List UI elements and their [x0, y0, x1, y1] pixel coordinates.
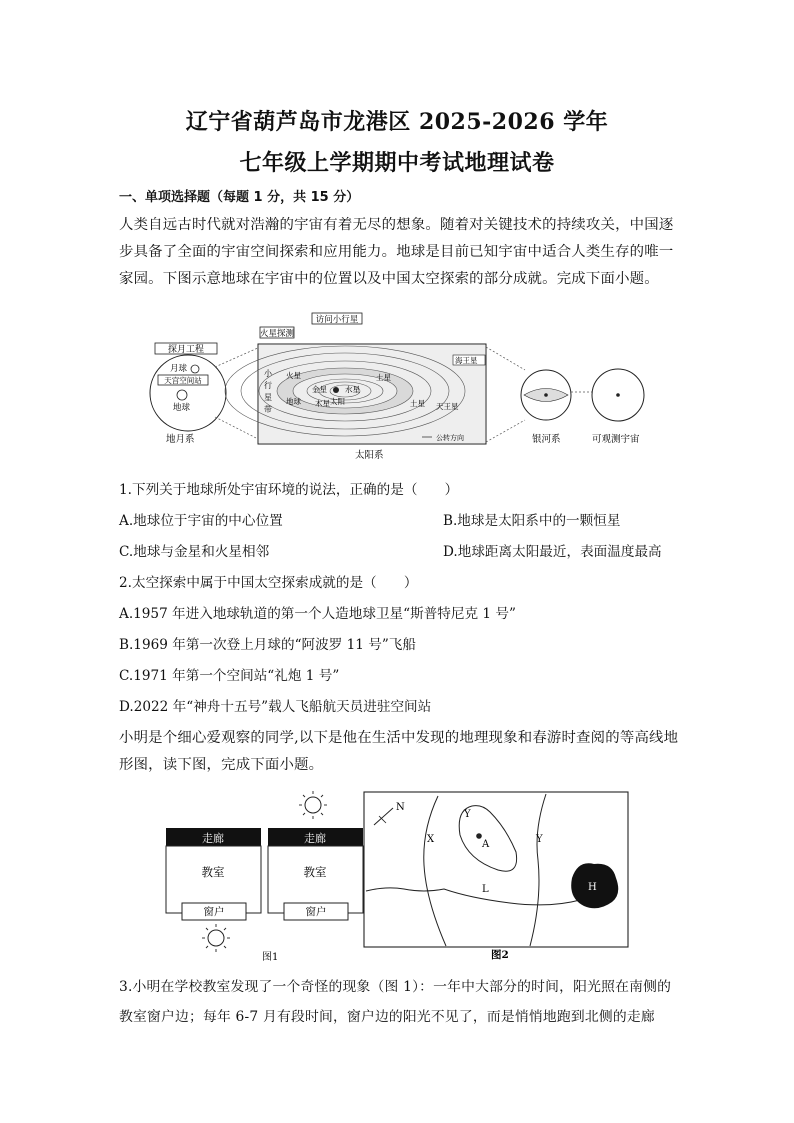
north-arrow-label: N [396, 802, 405, 813]
solar-system-caption: 太阳系 [355, 450, 384, 461]
window-label-left: 窗户 [203, 906, 225, 918]
q2-stem: 2.太空探索中属于中国太空探索成就的是（ ） [119, 575, 418, 591]
exam-title-line2: 七年级上学期期中考试地理试卷 [239, 150, 555, 176]
earth-moon-system-circle [150, 355, 226, 431]
point-a-label: A [482, 839, 490, 850]
q1-option-b: B.地球是太阳系中的一颗恒星 [443, 513, 621, 529]
mercury-label: 水星 [345, 385, 360, 394]
classroom-label-left: 教室 [201, 865, 225, 879]
universe-figure [140, 312, 660, 462]
lunar-probe-label: 探月工程 [167, 345, 205, 355]
river-l-label: L [482, 884, 489, 895]
classroom-contour-figure [160, 790, 640, 965]
window-label-right: 窗户 [305, 906, 327, 918]
neptune-label: 海王星 [455, 356, 478, 365]
section-heading: 一、单项选择题（每题 1 分，共 15 分） [119, 190, 360, 205]
earth-orbit-label: 地球 [286, 397, 301, 406]
asteroid-visit-label: 访问小行星 [315, 315, 359, 325]
sun-icon-bottom [202, 924, 230, 952]
mars-label: 火星 [286, 371, 301, 380]
universe-caption: 可观测宇宙 [592, 434, 640, 445]
venus-label: 金星 [312, 385, 327, 394]
mars-probe-label: 火星探测 [259, 329, 295, 339]
q2-option-a: A.1957 年进入地球轨道的第一个人造地球卫星“斯普特尼克 1 号” [119, 606, 516, 622]
orbit-direction-label: 公转方向 [436, 434, 464, 442]
earth-label: 地球 [173, 403, 191, 413]
q3-stem: 3.小明在学校教室发现了一个奇怪的现象（图 1）：一年中大部分的时间，阳光照在南侧的教室窗户边；每年 6-7 月有段时间，窗户边的阳光不见了，而是悄悄地跑到北侧的走廊 [119, 979, 672, 1025]
asteroid-belt-label: 小行星带 [264, 369, 272, 414]
exam-title-line1: 辽宁省葫芦岛市龙港区 2025-2026 学年 [185, 109, 609, 135]
earth-moon-caption: 地月系 [166, 434, 195, 445]
q2-option-d: D.2022 年“神舟十五号”载人飞船航天员进驻空间站 [119, 699, 432, 715]
q1-option-d: D.地球距离太阳最近，表面温度最高 [443, 544, 662, 560]
sun-label: 太阳 [330, 397, 345, 406]
contour-y-label-right: Y [536, 834, 543, 845]
figure1-caption: 图1 [262, 952, 279, 963]
q1-option-c: C.地球与金星和火星相邻 [119, 544, 270, 560]
corridor-label-left: 走廊 [202, 832, 224, 845]
galaxy-caption: 银河系 [532, 434, 561, 445]
lake-h-label: H [588, 882, 597, 893]
space-station-label: 天宫空间站 [164, 376, 202, 385]
q2-option-b: B.1969 年第一次登上月球的“阿波罗 11 号”飞船 [119, 637, 416, 653]
saturn-top-label: 土星 [376, 373, 391, 382]
sun-icon-top [299, 791, 327, 819]
uranus-label: 天王星 [436, 402, 459, 411]
q1-stem: 1.下列关于地球所处宇宙环境的说法，正确的是（ ） [119, 482, 459, 498]
moon-label: 月球 [170, 364, 188, 374]
intro-passage-2: 小明是个细心爱观察的同学,以下是他在生活中发现的地理现象和春游时查阅的等高线地形图，读下图，完成下面小题。 [119, 730, 679, 773]
saturn-label: 土星 [410, 399, 425, 408]
contour-x-label: X [427, 834, 435, 845]
figure2-caption: 图2 [491, 949, 509, 961]
corridor-label-right: 走廊 [304, 832, 326, 845]
q2-option-c: C.1971 年第一个空间站“礼炮 1 号” [119, 668, 340, 684]
intro-passage-1: 人类自远古时代就对浩瀚的宇宙有着无尽的想象。随着对关键技术的持续攻关，中国逐步具备了全面的宇宙空间探索和应用能力。地球是目前已知宇宙中适合人类生存的唯一家园。下图示意地球在宇宙中的位置以及中国太空探索的部分成就。完成下面小题。 [119, 217, 674, 287]
jupiter-label: 木星 [315, 399, 330, 408]
q1-option-a: A.地球位于宇宙的中心位置 [119, 513, 283, 529]
contour-y-label-top: Y [464, 809, 471, 820]
classroom-label-right: 教室 [303, 865, 327, 879]
